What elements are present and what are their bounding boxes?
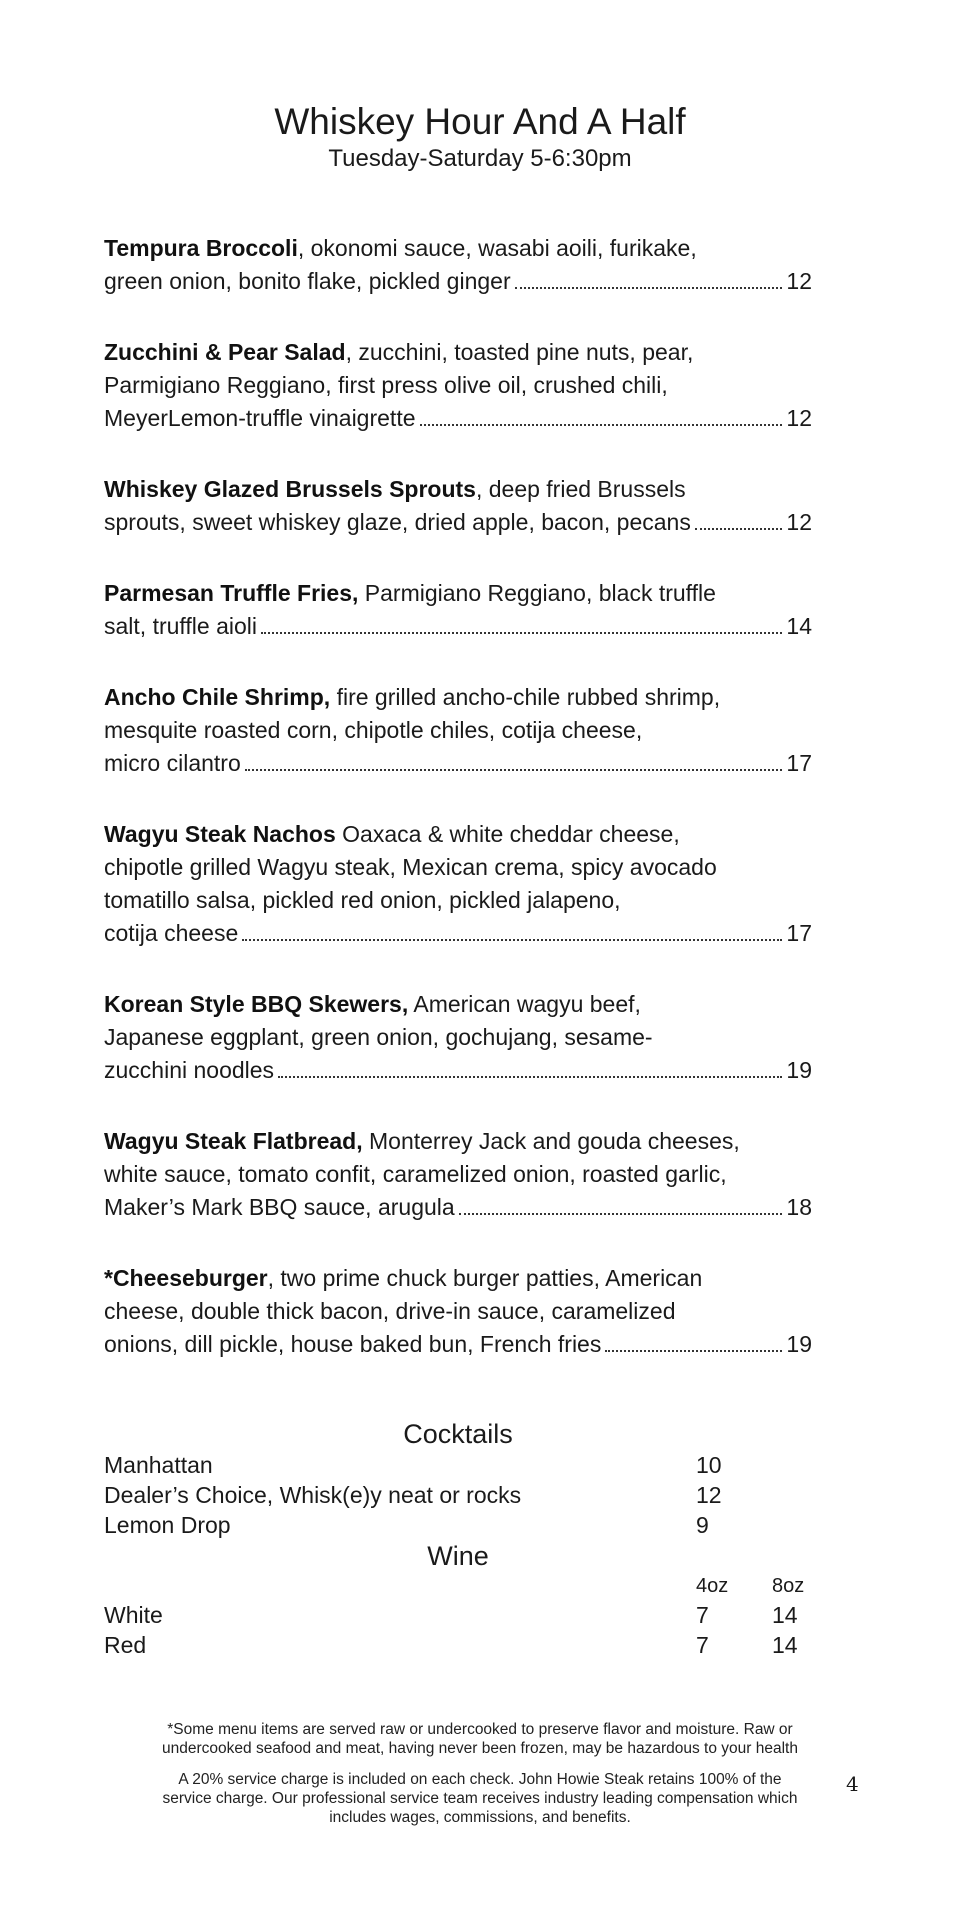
item-description: Parmigiano Reggiano, first press olive oil, crushed chili, — [104, 372, 668, 398]
menu-item — [104, 818, 812, 950]
wine-column-headers — [104, 1572, 812, 1600]
item-name: Zucchini & Pear Salad — [104, 339, 346, 365]
wine-name: Red — [104, 1632, 147, 1658]
menu-item — [104, 1125, 812, 1224]
item-price: 17 — [786, 920, 812, 946]
dot-leader — [515, 287, 783, 289]
item-price: 12 — [786, 405, 812, 431]
dot-leader — [278, 1076, 782, 1078]
item-description: cheese, double thick bacon, drive-in sauce, caramelized — [104, 1298, 676, 1324]
dot-leader — [245, 769, 783, 771]
item-description: zucchini noodles — [104, 1057, 275, 1083]
item-description: white sauce, tomato confit, caramelized onion, roasted garlic, — [104, 1161, 727, 1187]
cocktail-price: 9 — [696, 1512, 709, 1538]
wine-8oz-price: 14 — [772, 1602, 798, 1628]
item-description: fire grilled ancho-chile rubbed shrimp, — [330, 684, 721, 710]
cocktail-row — [104, 1480, 812, 1510]
wine-4oz-price: 7 — [696, 1602, 709, 1628]
cocktail-price: 12 — [696, 1482, 722, 1508]
item-description: , two prime chuck burger patties, American — [267, 1265, 703, 1291]
cocktail-name: Manhattan — [104, 1452, 213, 1478]
dot-leader — [459, 1213, 783, 1215]
item-description: cotija cheese — [104, 920, 239, 946]
item-name: Korean Style BBQ Skewers, — [104, 991, 409, 1017]
page-subtitle: Tuesday-Saturday 5-6:30pm — [328, 145, 632, 172]
dot-leader — [420, 424, 783, 426]
item-price: 19 — [786, 1057, 812, 1083]
page-number: 4 — [846, 1772, 859, 1796]
dot-leader — [261, 632, 782, 634]
item-description: , okonomi sauce, wasabi aoili, furikake, — [297, 235, 697, 261]
cocktail-name: Dealer’s Choice, Whisk(e)y neat or rocks — [104, 1482, 522, 1508]
cocktail-row — [104, 1510, 812, 1540]
cocktail-price: 10 — [696, 1452, 722, 1478]
item-name: *Cheeseburger — [104, 1265, 268, 1291]
menu-item — [104, 336, 812, 435]
wine-4oz-price: 7 — [696, 1632, 709, 1658]
item-description: American wagyu beef, — [408, 991, 641, 1017]
item-name: Wagyu Steak Nachos — [104, 821, 336, 847]
raw-food-warning: *Some menu items are served raw or undercooked to preserve flavor and moisture. Raw or undercooked seafood and meat, having never been frozen, may be hazardous to your health — [162, 1721, 798, 1757]
menu-item — [104, 577, 812, 643]
item-price: 17 — [786, 750, 812, 776]
item-description: Oaxaca & white cheddar cheese, — [335, 821, 680, 847]
footnotes — [130, 1720, 830, 1839]
item-name: Whiskey Glazed Brussels Sprouts — [104, 476, 476, 502]
menu-item — [104, 1262, 812, 1361]
dot-leader — [605, 1350, 782, 1352]
wine-4oz-header: 4oz — [696, 1575, 729, 1597]
item-name: Ancho Chile Shrimp, — [104, 684, 331, 710]
menu-item — [104, 988, 812, 1087]
menu-item — [104, 232, 812, 298]
dot-leader — [242, 939, 782, 941]
page-title: Whiskey Hour And A Half — [274, 101, 686, 142]
item-description: mesquite roasted corn, chipotle chiles, cotija cheese, — [104, 717, 643, 743]
item-description: MeyerLemon-truffle vinaigrette — [104, 405, 416, 431]
cocktail-row — [104, 1450, 812, 1480]
item-description: Maker’s Mark BBQ sauce, arugula — [104, 1194, 455, 1220]
item-price: 12 — [786, 509, 812, 535]
item-price: 19 — [786, 1331, 812, 1357]
item-description: micro cilantro — [104, 750, 241, 776]
item-description: onions, dill pickle, house baked bun, French fries — [104, 1331, 602, 1357]
service-charge-note: A 20% service charge is included on each check. John Howie Steak retains 100% of the service charge. Our professional service team receives industry leading compensation which includes wages, commissions, and benefits. — [162, 1771, 798, 1826]
wine-8oz-header: 8oz — [772, 1575, 805, 1597]
item-description: salt, truffle aioli — [104, 613, 257, 639]
dot-leader — [695, 528, 783, 530]
cocktails-title: Cocktails — [403, 1419, 513, 1449]
item-description: tomatillo salsa, pickled red onion, pickled jalapeno, — [104, 887, 621, 913]
item-description: Japanese eggplant, green onion, gochujang, sesame- — [104, 1024, 653, 1050]
menu-item — [104, 473, 812, 539]
item-name: Parmesan Truffle Fries, — [104, 580, 359, 606]
wine-row — [104, 1600, 812, 1630]
cocktail-name: Lemon Drop — [104, 1512, 231, 1538]
item-description: Monterrey Jack and gouda cheeses, — [362, 1128, 740, 1154]
item-description: chipotle grilled Wagyu steak, Mexican crema, spicy avocado — [104, 854, 717, 880]
item-name: Tempura Broccoli — [104, 235, 298, 261]
wine-row — [104, 1630, 812, 1660]
item-description: green onion, bonito flake, pickled ginger — [104, 268, 511, 294]
wine-name: White — [104, 1602, 163, 1628]
menu-header — [0, 100, 960, 174]
food-menu — [104, 232, 812, 1399]
item-description: , zucchini, toasted pine nuts, pear, — [345, 339, 694, 365]
item-price: 14 — [786, 613, 812, 639]
item-description: Parmigiano Reggiano, black truffle — [358, 580, 716, 606]
wine-title: Wine — [427, 1541, 489, 1571]
item-description: , deep fried Brussels — [475, 476, 686, 502]
wine-8oz-price: 14 — [772, 1632, 798, 1658]
drinks-section — [104, 1418, 812, 1660]
item-name: Wagyu Steak Flatbread, — [104, 1128, 363, 1154]
item-price: 12 — [786, 268, 812, 294]
item-price: 18 — [786, 1194, 812, 1220]
menu-item — [104, 681, 812, 780]
item-description: sprouts, sweet whiskey glaze, dried apple, bacon, pecans — [104, 509, 691, 535]
